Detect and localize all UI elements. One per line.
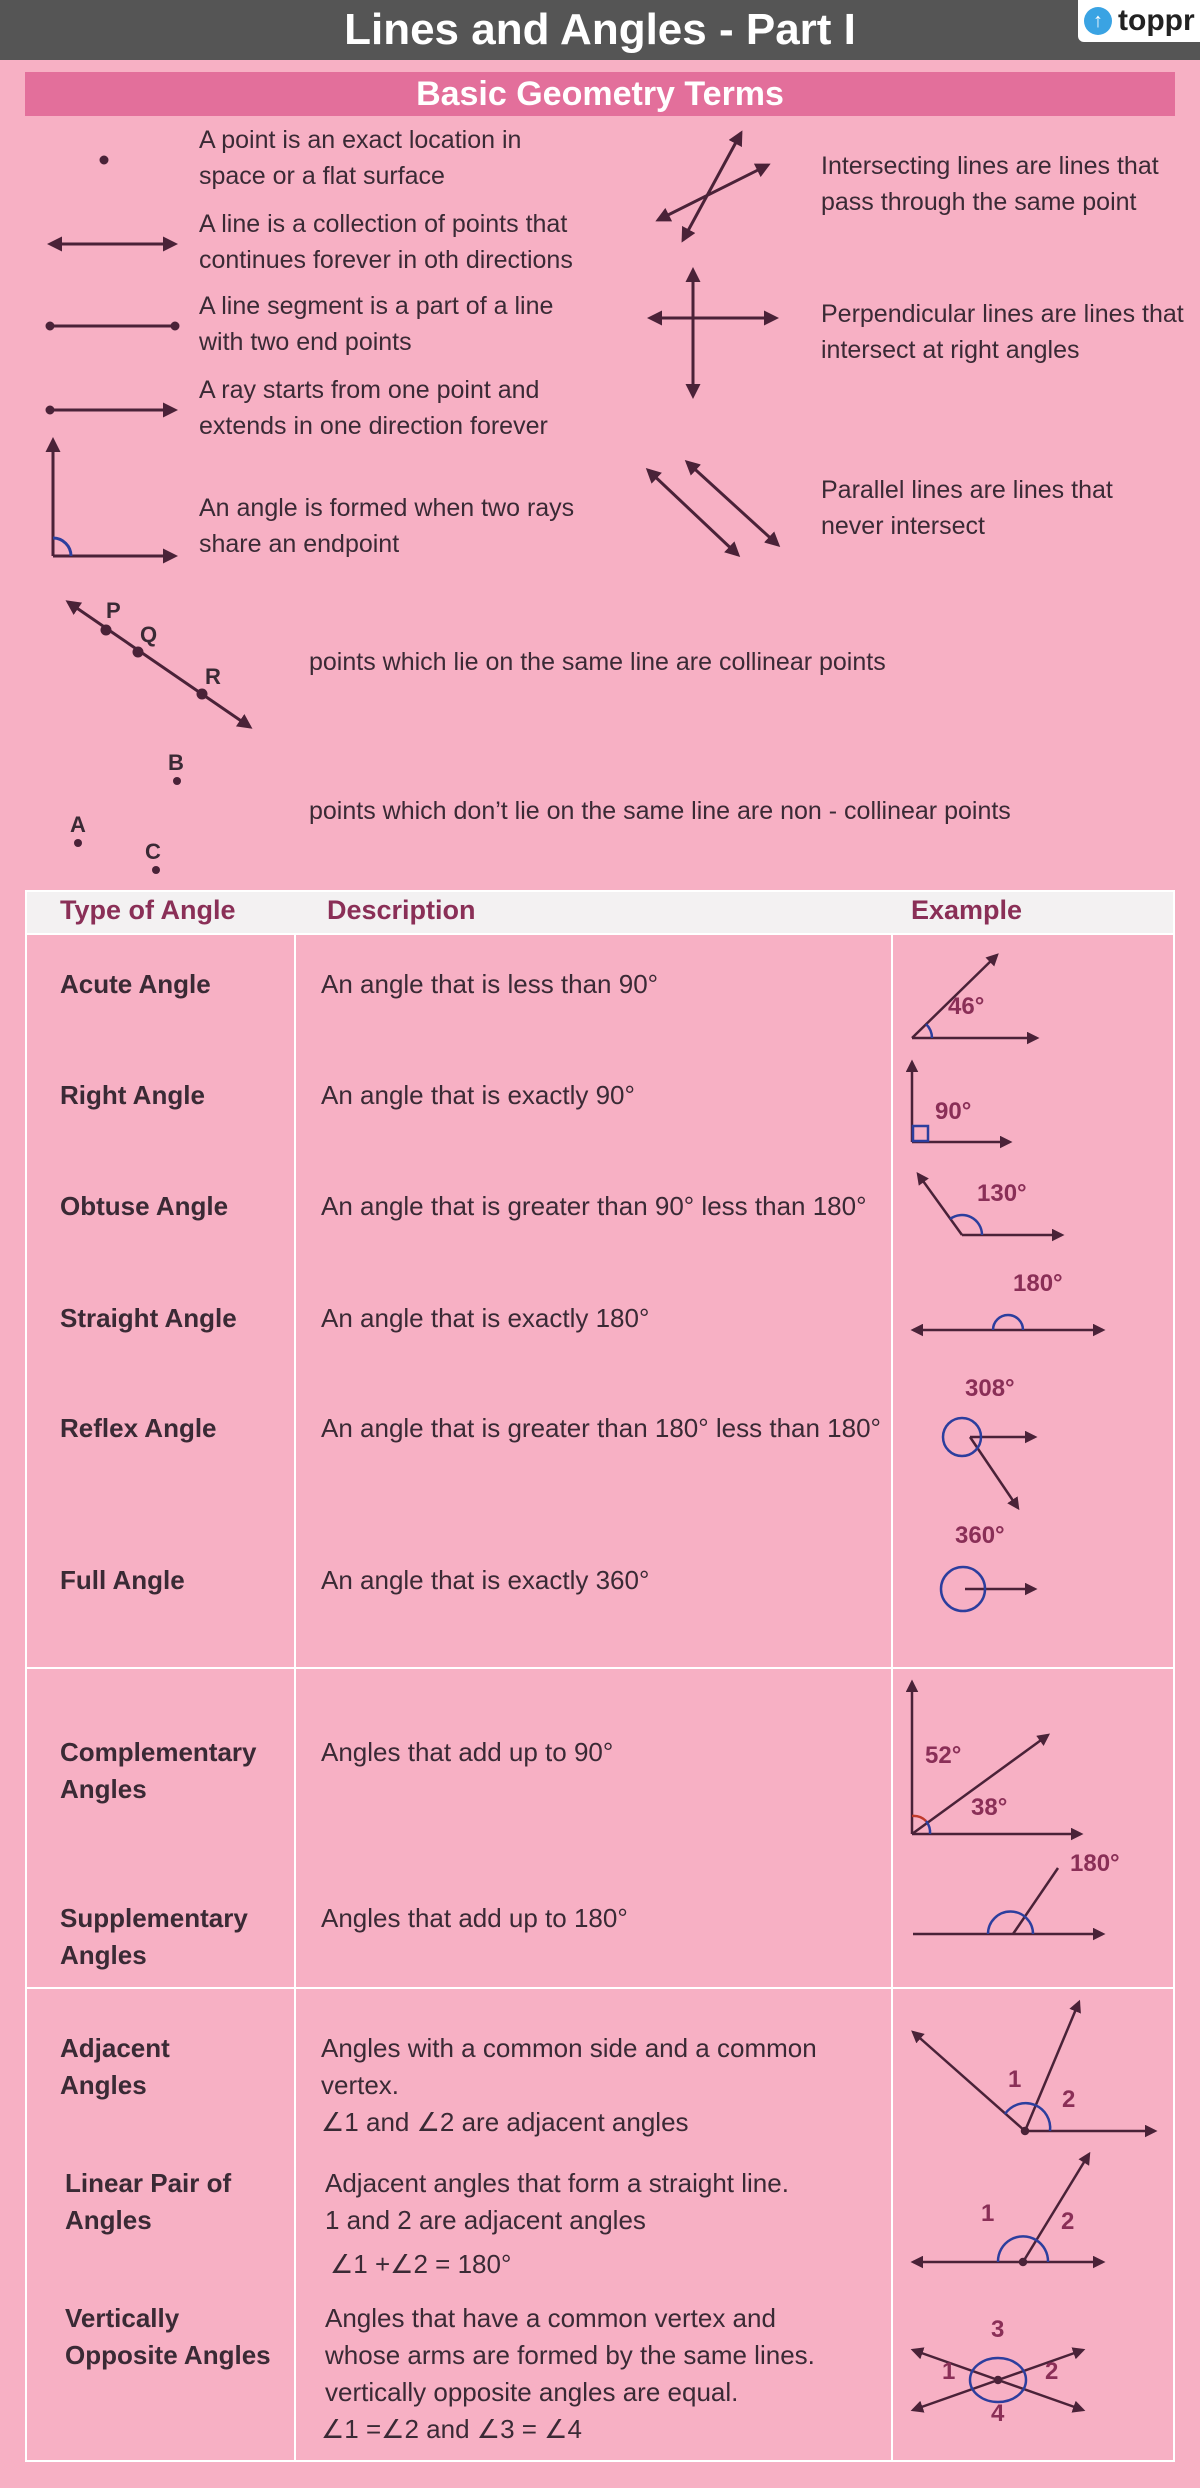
row-desc-vertically-opposite: Angles that have a common vertex and whose arms are formed by the same lines.	[325, 2303, 815, 2370]
ray-description: A ray starts from one point and extends in one direction forever	[199, 376, 548, 440]
example-label-130: 130°	[977, 1180, 1027, 1207]
row-desc-right: An angle that is exactly 90°	[321, 1080, 635, 1110]
example-label-90: 90°	[935, 1098, 972, 1125]
noncollinear-points	[74, 777, 181, 874]
point-label-r: R	[205, 664, 221, 689]
row-desc-acute: An angle that is less than 90°	[321, 969, 659, 999]
row-name-vertically-opposite: Vertically Opposite Angles	[65, 2303, 271, 2370]
perpendicular-description: Perpendicular lines are lines that intersect at right angles	[821, 300, 1184, 364]
row-desc-linear-pair: Adjacent angles that form a straight line.	[325, 2168, 789, 2198]
row-name-adjacent: Adjacent Angles	[60, 2033, 170, 2100]
linear-label-1: 1	[981, 2200, 995, 2227]
point-label-q: Q	[140, 622, 158, 647]
row-desc-adjacent-note: ∠1 and ∠2 are adjacent angles	[321, 2107, 689, 2137]
row-name-straight: Straight Angle	[60, 1303, 237, 1333]
row-name-obtuse: Obtuse Angle	[60, 1191, 229, 1221]
collinear-description: points which lie on the same line are collinear points	[309, 648, 886, 676]
linear-label-2: 2	[1061, 2208, 1075, 2235]
perpendicular-lines-figure	[650, 270, 776, 396]
section-banner: Basic Geometry Terms	[25, 72, 1175, 116]
point-label-p: P	[106, 598, 121, 623]
row-desc-supplementary: Angles that add up to 180°	[321, 1903, 628, 1933]
linear-pair-figure	[913, 2154, 1103, 2265]
point-label-c: C	[145, 839, 161, 864]
point-label-b: B	[168, 750, 184, 775]
angle-arc	[53, 538, 71, 556]
row-desc-complementary: Angles that add up to 90°	[321, 1737, 614, 1767]
adjacent-label-1: 1	[1008, 2066, 1022, 2093]
row-desc-vertically-opposite-note: vertically opposite angles are equal.	[325, 2377, 739, 2407]
vertical-label-1: 1	[942, 2358, 956, 2385]
point-dot	[101, 157, 107, 163]
ray-figure	[47, 407, 175, 413]
example-label-supp-180: 180°	[1070, 1850, 1120, 1877]
example-label-38: 38°	[971, 1794, 1008, 1821]
row-desc-adjacent: Angles with a common side and a common vertex.	[321, 2033, 817, 2100]
row-desc-full: An angle that is exactly 360°	[321, 1565, 650, 1595]
noncollinear-description: points which don’t lie on the same line are non - collinear points	[309, 797, 1011, 825]
row-name-full: Full Angle	[60, 1565, 185, 1595]
example-label-180: 180°	[1013, 1270, 1063, 1297]
example-label-360: 360°	[955, 1522, 1005, 1549]
intersecting-lines-figure	[658, 133, 768, 240]
segment-figure	[47, 323, 178, 329]
page-title: Lines and Angles - Part I	[344, 5, 856, 54]
adjacent-angles-figure	[913, 2002, 1155, 2134]
reflex-angle-figure	[943, 1418, 1035, 1508]
row-desc-linear-pair-note: 1 and 2 are adjacent angles	[325, 2205, 646, 2235]
example-label-308: 308°	[965, 1375, 1015, 1402]
line-description: A line is a collection of points that continues forever in oth directions	[199, 210, 573, 274]
full-angle-figure	[941, 1567, 1035, 1611]
angle-description: An angle is formed when two rays share an endpoint	[199, 494, 575, 558]
row-desc-obtuse: An angle that is greater than 90° less than 180°	[321, 1191, 867, 1221]
adjacent-label-2: 2	[1062, 2086, 1076, 2113]
logo-text: toppr	[1118, 4, 1195, 37]
row-desc-reflex: An angle that is greater than 180° less than 180°	[321, 1413, 881, 1443]
row-name-right: Right Angle	[60, 1080, 205, 1110]
row-name-complementary: Complementary Angles	[60, 1737, 257, 1804]
row-desc-vertically-opposite-equal: ∠1 =∠2 and ∠3 = ∠4	[321, 2414, 582, 2444]
header-description: Description	[327, 895, 476, 925]
up-arrow-icon: ↑	[1084, 7, 1112, 35]
point-description: A point is an exact location in space or a flat surface	[199, 126, 522, 190]
row-name-reflex: Reflex Angle	[60, 1413, 217, 1443]
example-label-46: 46°	[948, 993, 985, 1020]
header-type: Type of Angle	[60, 895, 236, 925]
parallel-lines-figure	[648, 462, 778, 555]
straight-angle-figure	[913, 1315, 1103, 1330]
row-desc-straight: An angle that is exactly 180°	[321, 1303, 650, 1333]
angle-types-table	[25, 890, 1175, 2462]
angle-figure	[53, 440, 175, 556]
segment-description: A line segment is a part of a line with two end points	[199, 292, 554, 356]
point-label-a: A	[70, 812, 86, 837]
vertical-label-4: 4	[991, 2400, 1005, 2427]
header-example: Example	[911, 895, 1023, 925]
parallel-description: Parallel lines are lines that never intersect	[821, 476, 1113, 540]
intersecting-description: Intersecting lines are lines that pass through the same point	[821, 152, 1159, 216]
example-label-52: 52°	[925, 1742, 962, 1769]
row-name-acute: Acute Angle	[60, 969, 211, 999]
example-figures	[25, 890, 1175, 2462]
row-name-linear-pair: Linear Pair of Angles	[65, 2168, 232, 2235]
row-desc-linear-pair-sum: ∠1 +∠2 = 180°	[330, 2249, 512, 2279]
vertical-label-2: 2	[1045, 2358, 1059, 2385]
vertical-label-3: 3	[991, 2316, 1005, 2343]
row-name-supplementary: Supplementary Angles	[60, 1903, 248, 1970]
collinear-line	[68, 602, 250, 727]
